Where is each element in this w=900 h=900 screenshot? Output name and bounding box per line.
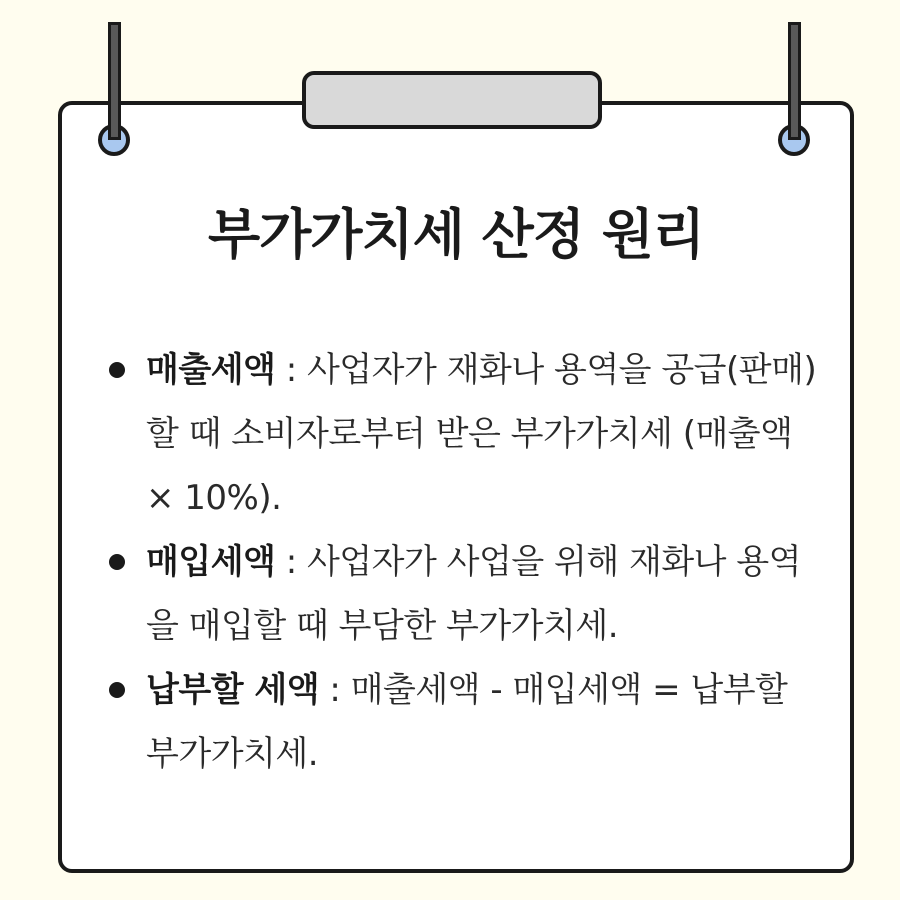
bullet-icon (109, 362, 125, 378)
term-label: 매출세액 (146, 350, 276, 390)
bullet-icon (109, 554, 125, 570)
list-item-input-tax (100, 530, 820, 658)
term-description: : 사업자가 재화나 용역을 공급(판매)할 때 소비자로부터 받은 부가가치세 (매출액 × 10%). (146, 350, 817, 518)
bullet-icon (109, 682, 125, 698)
bullet-list (100, 338, 820, 786)
card-header-tab (302, 71, 602, 129)
list-item-output-tax (100, 338, 820, 530)
term-description: : 사업자가 사업을 위해 재화나 용역을 매입할 때 부담한 부가가치세. (146, 542, 802, 646)
term-description: : 매출세액 - 매입세액 = 납부할 부가가치세. (146, 670, 788, 774)
list-item-payable-tax (100, 658, 820, 786)
right-hanging-strap (788, 22, 801, 140)
term-label: 매입세액 (146, 542, 276, 582)
left-hanging-strap (108, 22, 121, 140)
card-title: 부가가치세 산정 원리 (207, 203, 705, 266)
term-label: 납부할 세액 (146, 670, 320, 710)
